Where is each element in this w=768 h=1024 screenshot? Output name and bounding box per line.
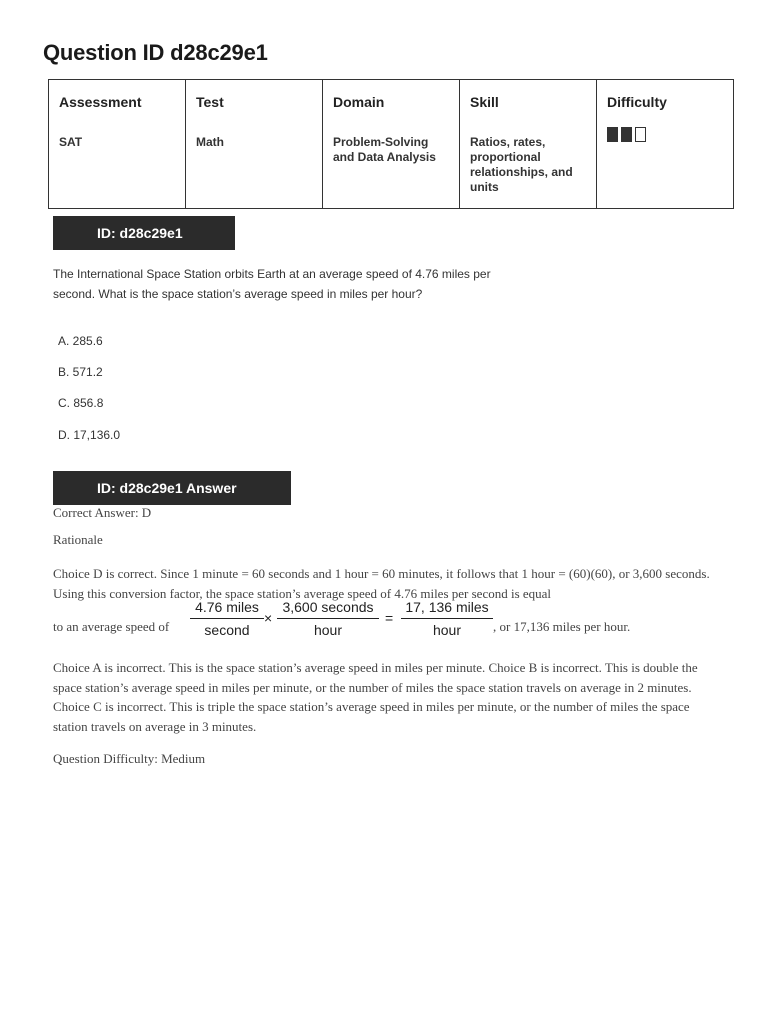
correct-answer: Correct Answer: D	[53, 505, 152, 520]
value-difficulty	[597, 122, 734, 209]
value-skill: Ratios, rates, proportional relationships, and units	[460, 122, 597, 209]
question-text: The International Space Station orbits Earth at an average speed of 4.76 miles per second. What is the space station’s average speed in miles per hour?	[53, 267, 491, 301]
fraction-denominator: hour	[432, 622, 462, 638]
choice-d: D. 17,136.0	[58, 428, 121, 442]
metadata-header-row	[49, 80, 734, 122]
value-assessment: SAT	[49, 122, 186, 209]
equation-prefix: to an average speed of	[53, 619, 170, 634]
difficulty-bar-empty	[635, 127, 646, 142]
question-id-banner: ID: d28c29e1	[53, 216, 235, 250]
difficulty-bar-filled	[621, 127, 632, 142]
difficulty-bars	[607, 127, 646, 142]
fraction-denominator: hour	[313, 622, 343, 638]
fraction-numerator: 17, 136 miles	[401, 598, 493, 619]
rationale-paragraph-2: Choice A is incorrect. This is the space station’s average speed in miles per minute. Choice B is incorrect. This is double the space station’s average speed in miles per minute, or the number of miles the space station travels on average in 2 minutes. Choice C is incorrect. This is triple the space station’s average speed in miles per minute, or the number of miles the space station travels on average in 3 minutes.	[53, 660, 698, 734]
choice-c: C. 856.8	[58, 396, 104, 410]
times-operator: ×	[264, 610, 273, 626]
rationale-paragraph-1: Choice D is correct. Since 1 minute = 60 seconds and 1 hour = 60 minutes, it follows that 1 hour = (60)(60), or 3,600 seconds. Using this conversion factor, the space station’s average speed of 4.76 miles per second is equal	[53, 566, 710, 601]
fraction-seconds-per-hour	[277, 598, 379, 639]
fraction-numerator: 3,600 seconds	[277, 598, 379, 619]
header-domain: Domain	[323, 80, 460, 122]
answer-id-banner: ID: d28c29e1 Answer	[53, 471, 291, 505]
page-title: Question ID d28c29e1	[43, 40, 268, 65]
fraction-miles-per-hour	[401, 598, 493, 639]
question-difficulty: Question Difficulty: Medium	[53, 751, 206, 766]
fraction-denominator: second	[204, 622, 250, 638]
fraction-miles-per-second	[190, 598, 264, 639]
rationale-label: Rationale	[53, 532, 103, 547]
question-metadata-table	[48, 79, 734, 209]
conversion-equation	[53, 598, 718, 642]
value-domain: Problem-Solving and Data Analysis	[323, 122, 460, 209]
header-assessment: Assessment	[49, 80, 186, 122]
header-test: Test	[186, 80, 323, 122]
choice-a: A. 285.6	[58, 334, 103, 348]
equals-operator: =	[385, 610, 394, 626]
difficulty-bar-filled	[607, 127, 618, 142]
choice-b: B. 571.2	[58, 365, 103, 379]
value-test: Math	[186, 122, 323, 209]
header-difficulty: Difficulty	[597, 80, 734, 122]
fraction-numerator: 4.76 miles	[190, 598, 264, 619]
equation-suffix: , or 17,136 miles per hour.	[493, 619, 631, 634]
metadata-value-row	[49, 122, 734, 209]
header-skill: Skill	[460, 80, 597, 122]
